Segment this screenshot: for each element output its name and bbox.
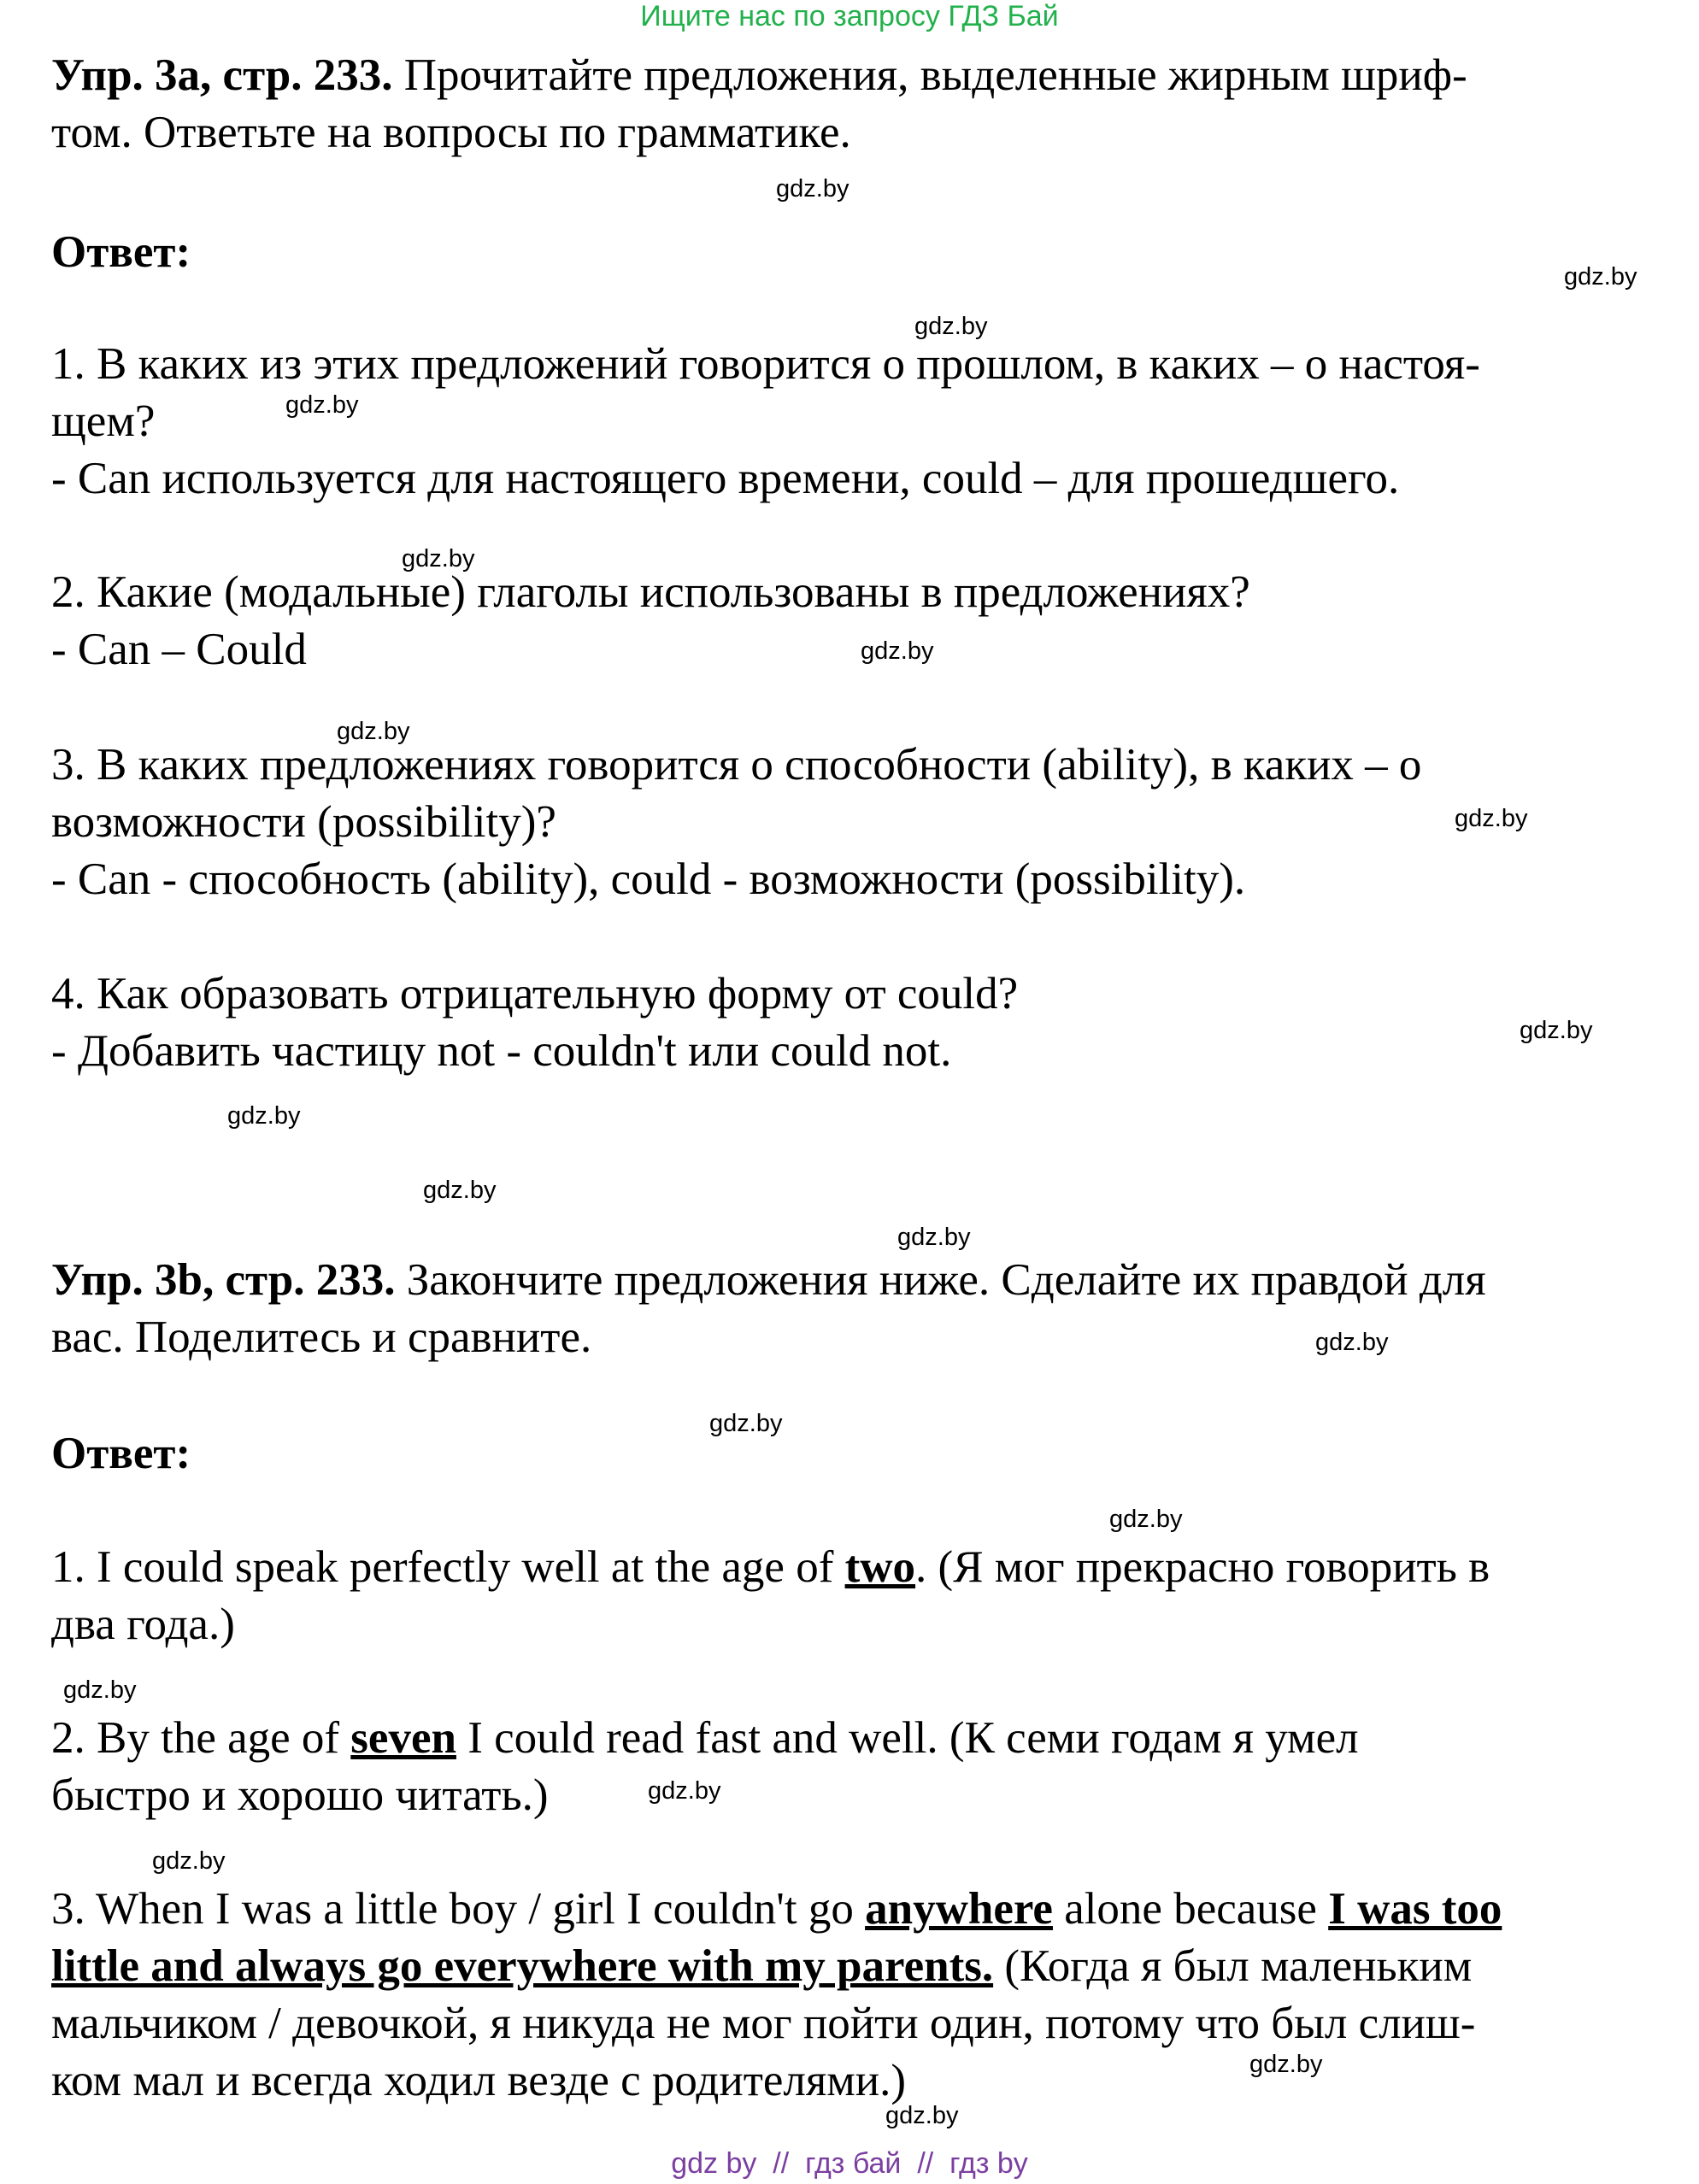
ex3a-task-line2: том. Ответьте на вопросы по грамматике. [51,108,851,157]
ex3b-sentence-1: 1. I could speak perfectly well at the age of two. (Я мог прекрасно говорить в два года.) [51,1542,1490,1649]
ex3a-answer-2: - Can – Could [51,625,307,674]
answer-reason-part2: little and always go everywhere with my parents. [51,1941,994,1991]
watermark: gdz.by [63,1676,137,1704]
ex3a-answer-3: - Can - способность (ability), could - возможности (possibility). [51,854,1246,904]
ex3b-answer-label: Ответ: [51,1429,191,1478]
ex3b-task-line2: вас. Поделитесь и сравните. [51,1312,592,1362]
watermark: gdz.by [885,2102,959,2129]
ex3a-task [51,47,1658,161]
watermark: gdz.by [1315,1329,1389,1356]
ex3a-answer-1: - Can используется для настоящего времени, could – для прошедшего. [51,454,1400,503]
ex3b-sentence-2: 2. By the age of seven I could read fast and well. (К семи годам я умел быстро и хорошо читать.) [51,1713,1359,1820]
watermark: gdz.by [648,1777,721,1805]
ex3a-question-2: 2. Какие (модальные) глаголы использованы в предложениях? - Can – Could [51,564,1658,678]
watermark: gdz.by [709,1410,783,1437]
watermark: gdz.by [1109,1506,1183,1533]
ex3a-question-1: 1. В каких из этих предложений говорится о прошлом, в каких – о настоя- щем? - Can используется для настоящего времени, could – для прошедшего. [51,336,1658,508]
ex3b-sentence-3: 3. When I was a little boy / girl I couldn't go anywhere alone because I was too little and always go everywhere with my parents. (Когда я был маленьким мальчиком / девочкой, я никуда не мог пойти один, потому что был слиш- ком мал и всегда ходил везде с родителями.) [51,1884,1502,2105]
watermark: gdz.by [914,313,988,340]
bottom-banner[interactable]: gdz by // гдз бай // гдз by [671,2147,1028,2180]
ex3a-question-4: 4. Как образовать отрицательную форму от could? - Добавить частицу not - couldn't или could not. [51,966,1658,1080]
watermark: gdz.by [285,391,359,419]
watermark: gdz.by [1520,1017,1593,1044]
ex3a-task-line1: Прочитайте предложения, выделенные жирным шриф- [392,50,1467,100]
watermark: gdz.by [776,175,850,203]
ex3a-question-3: 3. В каких предложениях говорится о способности (ability), в каких – о возможности (possibility)? - Can - способность (ability), could - возможности (possibility). [51,737,1658,908]
watermark: gdz.by [861,637,934,665]
watermark: gdz.by [1249,2051,1323,2078]
answer-reason-part1: I was too [1328,1884,1502,1934]
ex3a-label: Упр. 3а, стр. 233. [51,50,393,100]
answer-word-two: two [844,1542,916,1592]
ex3b-label: Упр. 3b, стр. 233. [51,1255,396,1305]
answer-word-anywhere: anywhere [865,1884,1053,1934]
ex3b-task-line1: Закончите предложения ниже. Сделайте их правдой для [395,1255,1486,1305]
answer-word-seven: seven [350,1713,456,1763]
watermark: gdz.by [227,1102,301,1130]
ex3b-task [51,1252,1658,1366]
top-banner[interactable]: Ищите нас по запросу ГДЗ Бай [640,0,1059,32]
ex3a-answer-4: - Добавить частицу not - couldn't или could not. [51,1026,952,1076]
ex3a-answer-label: Ответ: [51,227,191,277]
watermark: gdz.by [337,718,410,745]
watermark: gdz.by [897,1224,971,1251]
watermark: gdz.by [402,545,475,572]
watermark: gdz.by [1455,805,1528,832]
watermark: gdz.by [423,1177,497,1204]
watermark: gdz.by [1564,263,1637,291]
watermark: gdz.by [152,1847,226,1875]
